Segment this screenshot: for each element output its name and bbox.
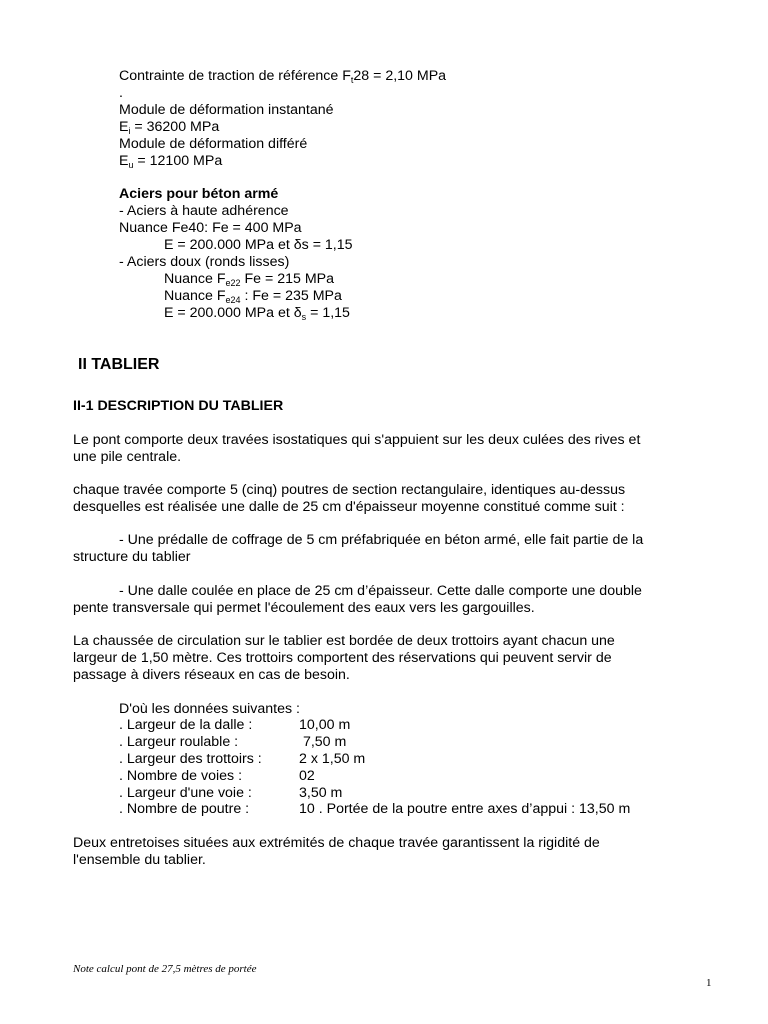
- p6-line2: l'ensemble du tablier.: [73, 852, 206, 868]
- donnee-row: . Largeur roulable : 7,50 m: [119, 734, 347, 750]
- p5-line3: passage à divers réseaux en cas de besoin.: [73, 667, 350, 683]
- donnee-row: . Largeur des trottoirs : 2 x 1,50 m: [119, 751, 366, 767]
- donnees-intro: D'où les données suivantes :: [119, 701, 300, 717]
- p3-line2: structure du tablier: [73, 549, 191, 565]
- p1-line1: Le pont comporte deux travées isostatiques qui s'appuient sur les deux culées des rives et: [73, 432, 641, 448]
- e-fe40-line: E = 200.000 MPa et δs = 1,15: [164, 237, 353, 253]
- ei-line: $E_i = 36200$ MPa: [119, 119, 220, 136]
- p3-line1: - Une prédalle de coffrage de 5 cm préfabriquée en béton armé, elle fait partie de la: [119, 532, 644, 548]
- section-subtitle: II-1 DESCRIPTION DU TABLIER: [73, 398, 284, 414]
- eu-line: $E_u = 12100$ MPa: [119, 153, 223, 170]
- p1-line2: une pile centrale.: [73, 449, 182, 465]
- p2-line1: chaque travée comporte 5 (cinq) poutres de section rectangulaire, identiques au-dessus: [73, 482, 626, 498]
- module-diff-label: Module de déformation différé: [119, 136, 308, 152]
- section-title: II TABLIER: [78, 356, 160, 373]
- p6-line1: Deux entretoises situées aux extrémités de chaque travée garantissent la rigidité de: [73, 835, 600, 851]
- aciers-doux: - Aciers doux (ronds lisses): [119, 254, 290, 270]
- dot-line: .: [119, 85, 123, 101]
- p5-line2: largeur de 1,50 mètre. Ces trottoirs comportent des réservations qui peuvent servir de: [73, 650, 612, 666]
- donnee-row: . Largeur de la dalle : 10,00 m: [119, 717, 351, 733]
- page-number: 1: [706, 977, 712, 989]
- donnee-row: . Nombre de voies : 02: [119, 768, 315, 784]
- donnee-row: . Nombre de poutre : 10 . Portée de la poutre entre axes d’appui : 13,50 m: [119, 801, 631, 817]
- ftraction-line: Contrainte de traction de référence $F_t28 = 2,10$ MPa: [119, 68, 447, 85]
- aciers-title: Aciers pour béton armé: [119, 186, 279, 202]
- p5-line1: La chaussée de circulation sur le tablier est bordée de deux trottoirs ayant chacun une: [73, 633, 615, 649]
- footer-note: Note calcul pont de 27,5 mètres de portée: [73, 963, 257, 975]
- nuance-fe40: Nuance Fe40: Fe = 400 MPa: [119, 220, 302, 236]
- fe22-line: Nuance $F_{e22}$ Fe = 215 MPa: [164, 271, 334, 288]
- aciers-ha: - Aciers à haute adhérence: [119, 203, 289, 219]
- p2-line2: desquelles est réalisée une dalle de 25 cm d'épaisseur moyenne constitué comme suit :: [73, 499, 625, 515]
- e-doux-line: E = 200.000 MPa et $\delta_s = 1,15$: [164, 305, 350, 322]
- p4-line2: pente transversale qui permet l'écoulement des eaux vers les gargouilles.: [73, 600, 535, 616]
- module-inst-label: Module de déformation instantané: [119, 102, 334, 118]
- p4-line1: - Une dalle coulée en place de 25 cm d’épaisseur. Cette dalle comporte une double: [119, 583, 642, 599]
- donnee-row: . Largeur d'une voie : 3,50 m: [119, 785, 343, 801]
- fe24-line: Nuance $F_{e24}$ : Fe = 235 MPa: [164, 288, 342, 305]
